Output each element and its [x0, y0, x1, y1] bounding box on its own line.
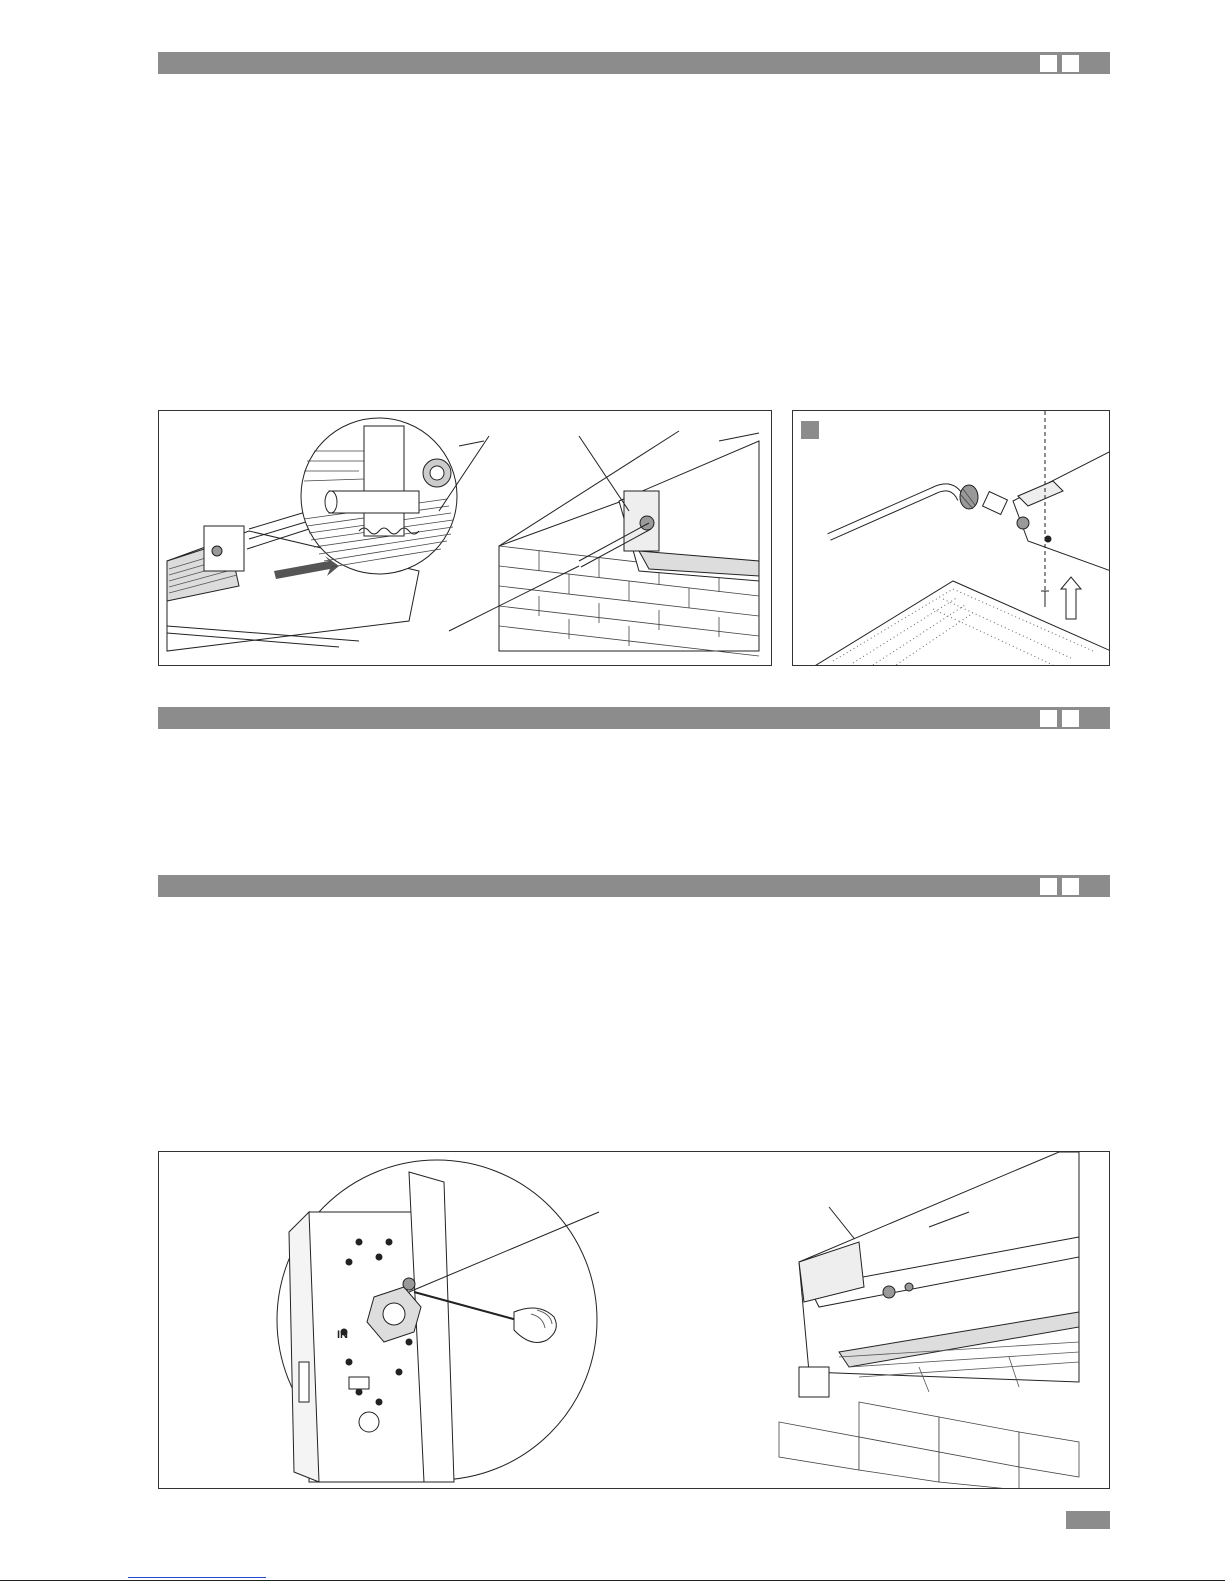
lang-box — [1040, 710, 1057, 727]
figure-drain-outlet-screw — [158, 1151, 1110, 1489]
lang-box — [1040, 55, 1057, 72]
lang-box — [1084, 878, 1101, 895]
page-number-box — [1066, 1511, 1110, 1529]
lang-box — [1040, 878, 1057, 895]
footer-link-underline[interactable] — [128, 1577, 266, 1578]
lang-box — [1084, 55, 1101, 72]
section-bar-3 — [158, 875, 1110, 897]
lang-box — [1084, 710, 1101, 727]
illustration — [793, 411, 1110, 666]
figure-drain-pipe-install — [158, 410, 772, 666]
lang-box — [1062, 55, 1079, 72]
illustration — [159, 411, 772, 666]
section-bar-1 — [158, 52, 1110, 74]
page-bottom-rule — [0, 1580, 1225, 1581]
illustration — [159, 1152, 1110, 1489]
figure-drain-hose-assembly — [792, 410, 1110, 666]
inlet-label: IN — [337, 1329, 348, 1341]
lang-box — [1062, 878, 1079, 895]
lang-box — [1062, 710, 1079, 727]
arrow-up-icon — [1061, 577, 1081, 619]
section-bar-2 — [158, 707, 1110, 729]
